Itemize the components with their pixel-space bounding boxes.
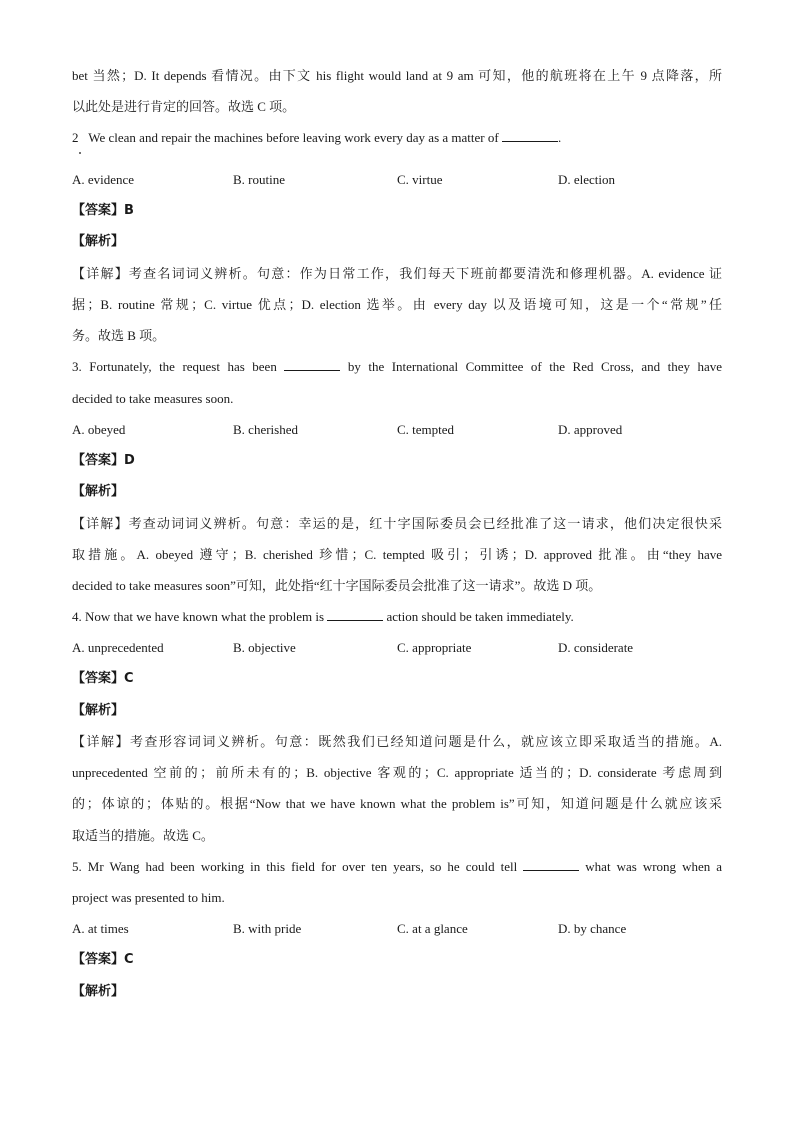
question-4-option-d: D. considerate [558,640,634,655]
answer-blank [284,358,340,371]
question-5-answer: 【答案】C [72,952,134,967]
prev-explanation-line-1: bet 当然；D. It depends 看情况。由下文 his flight would land at 9 am 可知，他的航班将在上午 9 点降落，所 [72,68,722,83]
question-4-detail-line-1: 【详解】考查形容词词义辨析。句意：既然我们已经知道问题是什么，就应该立即采取适当的措施。A. [72,734,722,749]
question-number: 2 [72,130,79,145]
question-2-stem: 2 We clean and repair the machines before leaving work every day as a matter of . [72,130,562,145]
question-3-analysis-heading: 【解析】 [72,484,125,499]
answer-blank [327,608,383,621]
question-5-option-d: D. by chance [558,921,627,936]
question-text: We clean and repair the machines before leaving work every day as a matter of [88,130,499,145]
question-3-answer: 【答案】D [72,453,135,468]
stray-dot-mark [79,152,81,154]
question-2-detail-line-3: 务。故选 B 项。 [72,328,166,343]
question-2-detail-line-1: 【详解】考查名词词义辨析。句意：作为日常工作，我们每天下班前都要清洗和修理机器。A. evidence 证 [72,266,722,281]
question-4-analysis-heading: 【解析】 [72,703,125,718]
question-2-option-b: B. routine [233,172,285,187]
question-4-option-c: C. appropriate [397,640,472,655]
question-2-analysis-heading: 【解析】 [72,234,125,249]
prev-explanation-line-2: 以此处是进行肯定的回答。故选 C 项。 [72,99,296,114]
answer-blank [523,858,579,871]
question-3-option-d: D. approved [558,422,623,437]
answer-blank [502,129,558,142]
question-5-option-c: C. at a glance [397,921,468,936]
question-4-answer: 【答案】C [72,671,134,686]
question-3-detail-line-1: 【详解】考查动词词义辨析。句意：幸运的是，红十字国际委员会已经批准了这一请求，他们决定很快采 [72,516,722,531]
question-5-stem-line-1: 5. Mr Wang had been working in this field for over ten years, so he could tell what was wrong when a [72,859,723,874]
question-2-option-c: C. virtue [397,172,443,187]
question-5-option-a: A. at times [72,921,129,936]
question-4-stem: 4. Now that we have known what the problem is action should be taken immediately. [72,609,574,624]
question-3-option-c: C. tempted [397,422,455,437]
question-2-option-a: A. evidence [72,172,135,187]
question-4-detail-line-2: unprecedented 空前的；前所未有的；B. objective 客观的；C. appropriate 适当的；D. considerate 考虑周到 [72,765,722,780]
question-5-option-b: B. with pride [233,921,302,936]
question-4-detail-line-3: 的；体谅的；体贴的。根据“Now that we have known what the problem is”可知，知道问题是什么就应该采 [72,796,722,811]
question-4-option-a: A. unprecedented [72,640,164,655]
question-2-option-d: D. election [558,172,616,187]
question-5-stem-line-2: project was presented to him. [72,890,225,905]
question-2-detail-line-2: 据；B. routine 常规；C. virtue 优点；D. election 选举。由 every day 以及语境可知，这是一个“常规”任 [72,297,722,312]
question-3-detail-line-2: 取措施。A. obeyed 遵守；B. cherished 珍惜；C. tempted 吸引；引诱；D. approved 批准。由“they have [72,547,722,562]
question-3-stem-line-2: decided to take measures soon. [72,391,234,406]
question-4-detail-line-4: 取适当的措施。故选 C。 [72,828,214,843]
question-5-analysis-heading: 【解析】 [72,984,125,999]
question-3-stem-line-1: 3. Fortunately, the request has been by the International Committee of the Red Cross, and they have [72,359,723,374]
question-3-detail-line-3: decided to take measures soon”可知，此处指“红十字国际委员会批准了这一请求”。故选 D 项。 [72,578,602,593]
question-3-option-b: B. cherished [233,422,298,437]
question-2-answer: 【答案】B [72,203,134,218]
question-3-option-a: A. obeyed [72,422,126,437]
question-4-option-b: B. objective [233,640,296,655]
